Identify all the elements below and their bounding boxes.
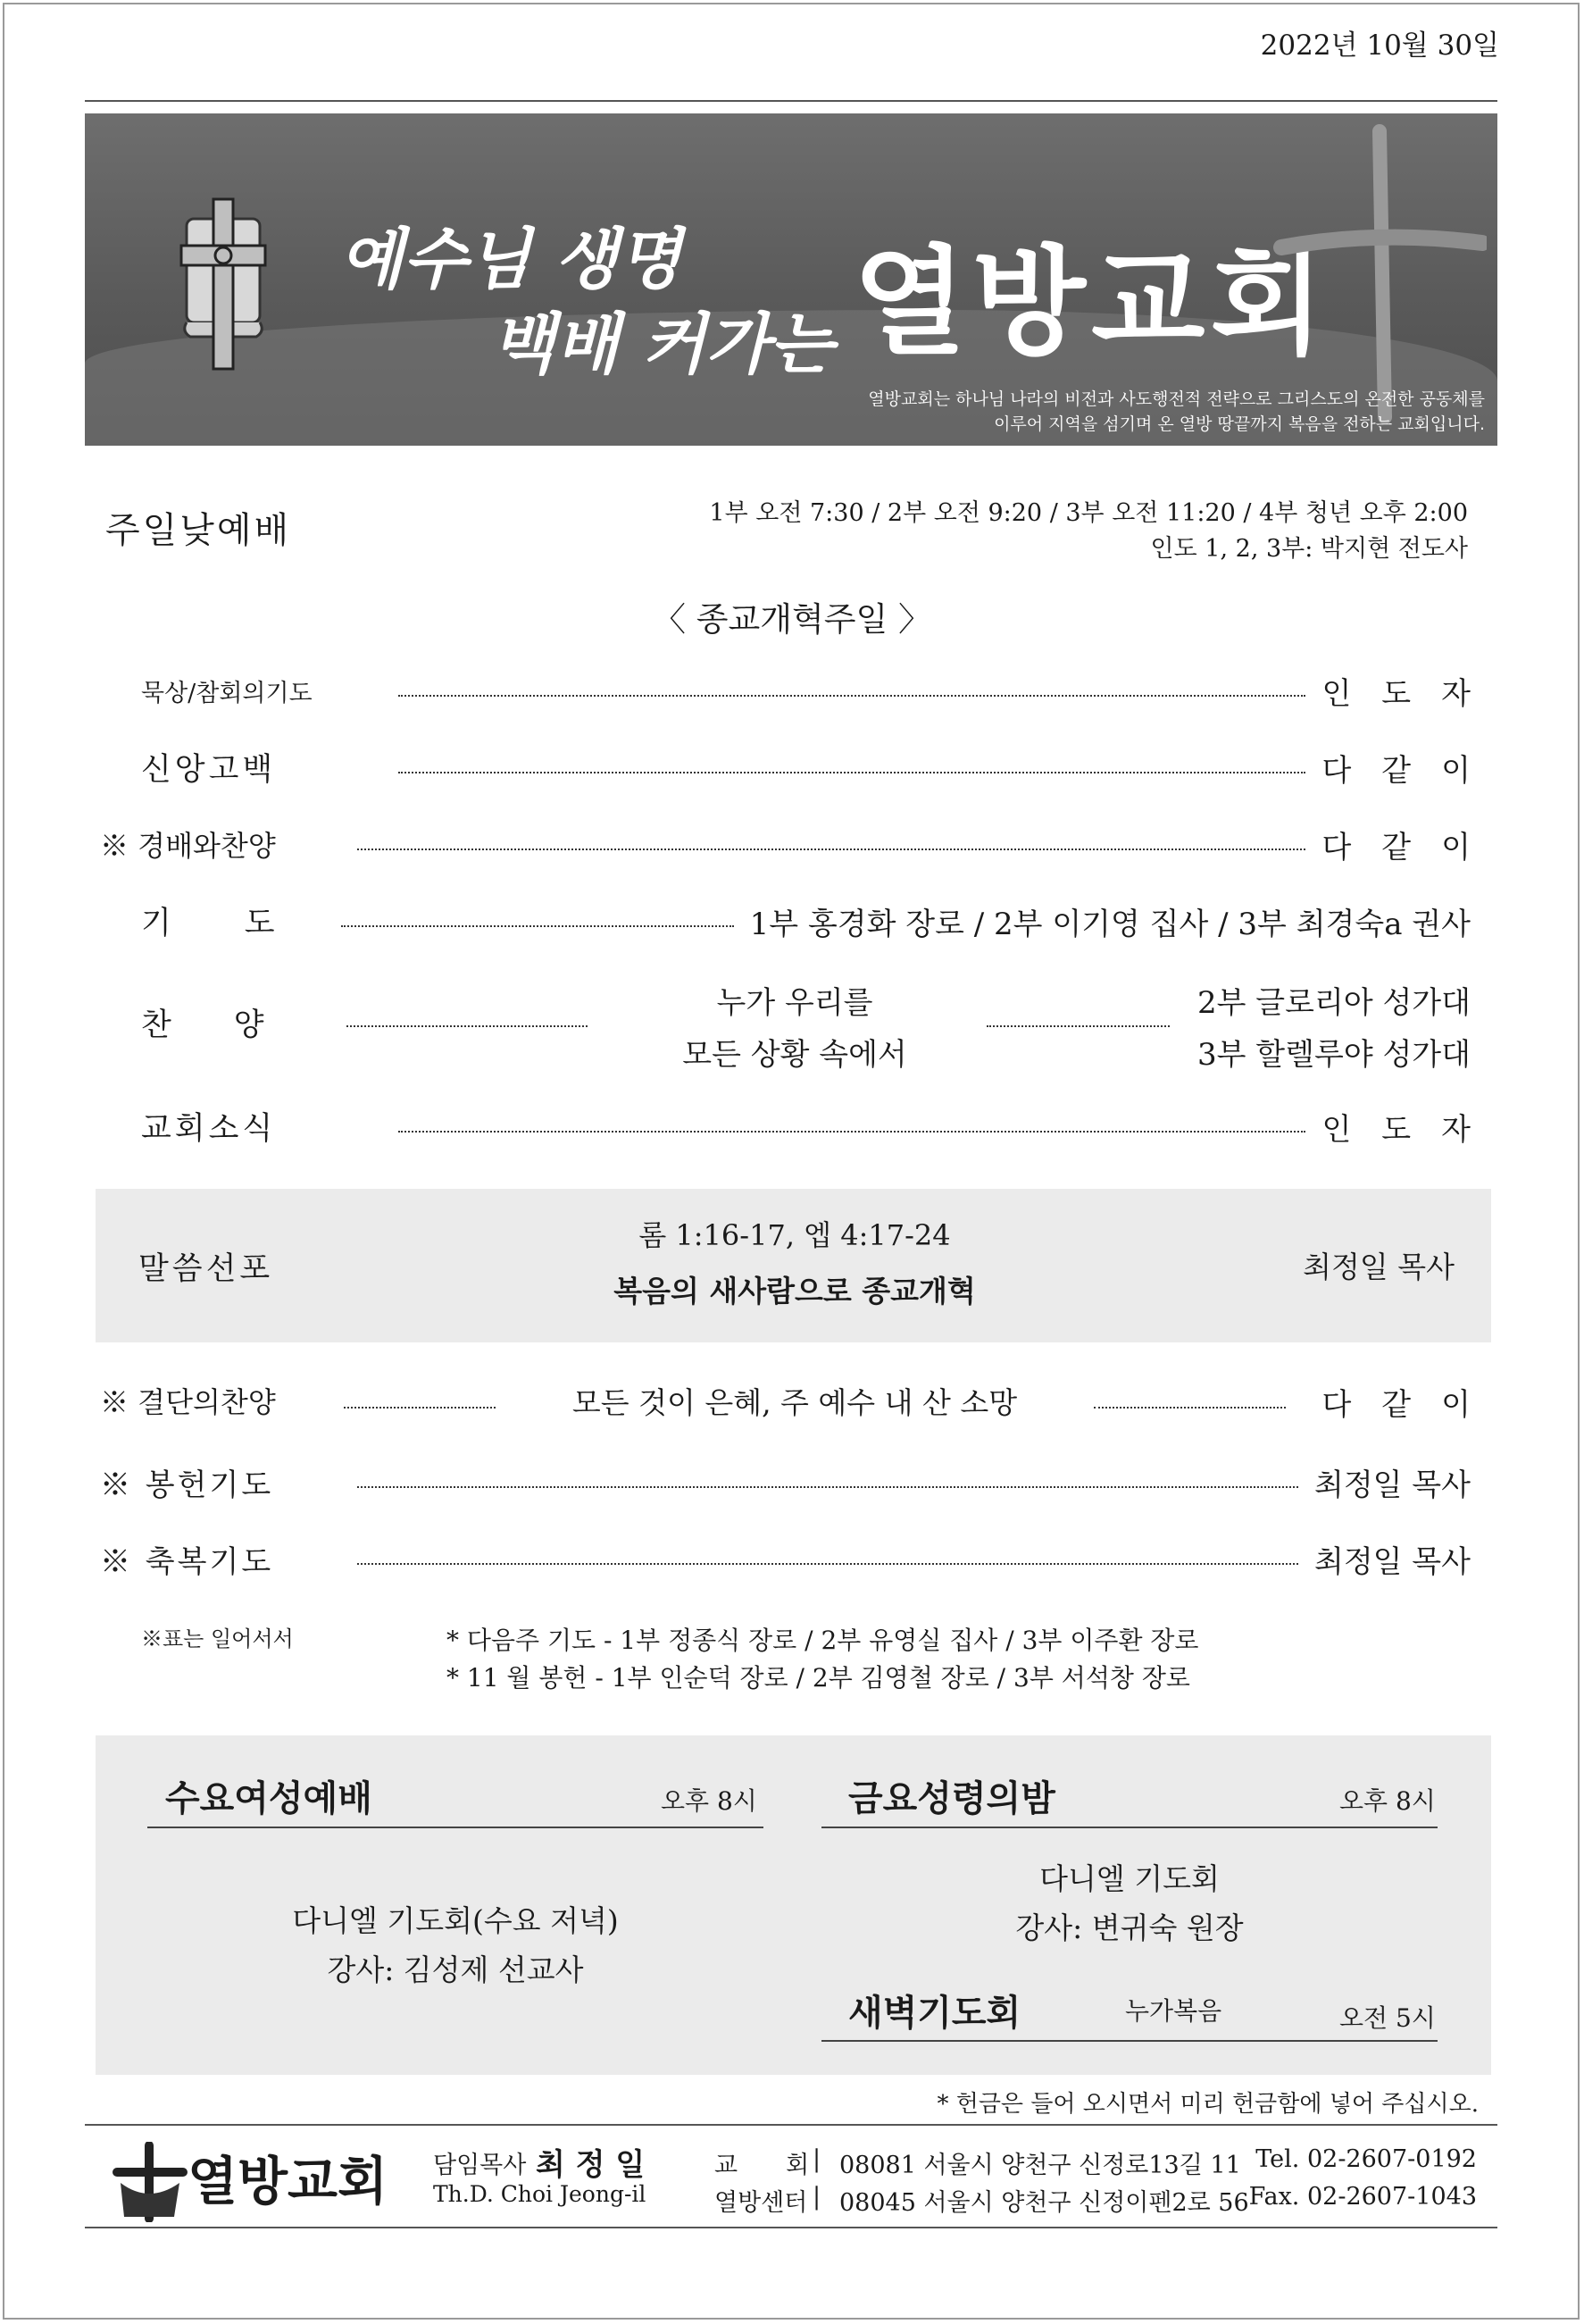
order-row-worship [100, 819, 1501, 869]
wednesday-service-time: 오후 8시 [661, 1786, 757, 1816]
leader-dots [357, 1486, 1298, 1488]
sermon-scripture: 롬 1:16-17, 엡 4:17-24 [638, 1218, 951, 1252]
center-address-label: 열방센터 [714, 2189, 808, 2217]
center-fax: Fax. 02-2607-1043 [1248, 2183, 1477, 2211]
order-value: 최정일 목사 [1313, 1543, 1471, 1580]
friday-line1: 다니엘 기도회 [1039, 1861, 1220, 1896]
praise-label: 찬 양 [141, 1007, 264, 1043]
footer-bottom-rule [85, 2227, 1497, 2228]
wednesday-line1: 다니엘 기도회(수요 저녁) [292, 1903, 619, 1938]
church-tel: Tel. 02-2607-0192 [1255, 2145, 1477, 2173]
service-times: 1부 오전 7:30 / 2부 오전 9:20 / 3부 오전 11:20 / 4부 청년 오후 2:00 [709, 499, 1468, 527]
order-label: 신앙고백 [141, 752, 277, 788]
leader-dots [344, 1407, 496, 1409]
leader-dots [357, 849, 1305, 850]
order-row-creed [100, 742, 1501, 792]
pastor-role: 담임목사 [433, 2152, 527, 2179]
address-divider: | [813, 2183, 821, 2211]
order-row-blessing [100, 1534, 1471, 1584]
center-address: 08045 서울시 양천구 신정이펜2로 56 [839, 2189, 1249, 2217]
slogan-line1: 예수님 생명 [339, 222, 682, 298]
brush-cross-icon [1272, 122, 1487, 426]
november-offering-note: * 11 월 봉헌 - 1부 인순덕 장로 / 2부 김영철 장로 / 3부 서석창 장로 [446, 1663, 1190, 1693]
sermon-box [96, 1189, 1491, 1342]
dawn-prayer-time: 오전 5시 [1339, 2003, 1436, 2033]
slogan-line2: 백배 커가는 [491, 306, 834, 383]
order-value: 다같이 [1321, 752, 1501, 789]
sermon-label: 말씀선포 [138, 1251, 274, 1287]
order-value: 다같이 [1321, 829, 1501, 865]
church-name-title: 열방교회 [853, 234, 1330, 372]
order-row-prayer [100, 896, 1471, 946]
wednesday-underline [147, 1827, 763, 1828]
pastor-name: 최 정 일 [536, 2147, 646, 2183]
decision-song: 모든 것이 은혜, 주 예수 내 산 소망 [571, 1385, 1018, 1420]
order-row-meditation [100, 665, 1501, 715]
order-value: 인도자 [1321, 675, 1501, 712]
address-divider: | [813, 2145, 821, 2173]
friday-underline [821, 1827, 1438, 1828]
church-address: 08081 서울시 양천구 신정로13길 11 [839, 2152, 1241, 2179]
friday-service-title: 금요성령의밤 [848, 1778, 1055, 1819]
top-rule [85, 100, 1497, 102]
leader-dots [987, 1025, 1170, 1027]
footer-church-name: 열방교회 [188, 2151, 388, 2211]
standing-note: ※표는 일어서서 [141, 1626, 294, 1651]
dawn-underline [821, 2040, 1438, 2042]
next-prayer-note: * 다음주 기도 - 1부 정종식 장로 / 2부 유영실 집사 / 3부 이주환 장로 [446, 1626, 1199, 1655]
order-label: ※ 축복기도 [100, 1543, 274, 1580]
leader-dots [398, 772, 1305, 773]
wednesday-service-title: 수요여성예배 [165, 1778, 372, 1819]
order-value: 최정일 목사 [1313, 1467, 1471, 1503]
leader-dots [398, 695, 1305, 697]
scroll-cross-icon [174, 194, 272, 372]
sunday-worship-title: 주일낮예배 [105, 510, 292, 551]
order-label: ※ 봉헌기도 [100, 1467, 274, 1503]
leader-dots [341, 925, 734, 927]
church-address-label: 교 회 [714, 2152, 810, 2179]
friday-line2: 강사: 변귀숙 원장 [1015, 1910, 1244, 1945]
order-label: ※ 경배와찬양 [100, 829, 276, 863]
mission-line2: 이루어 지역을 섬기며 온 열방 땅끝까지 복음을 전하는 교회입니다. [994, 414, 1485, 434]
order-value: 1부 홍경화 장로 / 2부 이기영 집사 / 3부 최경숙a 권사 [749, 906, 1471, 942]
order-label: 교회소식 [141, 1111, 277, 1147]
sermon-preacher: 최정일 목사 [1303, 1250, 1455, 1284]
friday-service-time: 오후 8시 [1339, 1786, 1436, 1816]
pastor-english-name: Th.D. Choi Jeong-il [433, 2181, 646, 2207]
praise-song2: 모든 상황 속에서 [682, 1037, 907, 1073]
service-leader: 인도 1, 2, 3부: 박지현 전도사 [1150, 535, 1468, 563]
order-row-offering [100, 1457, 1471, 1507]
church-logo-icon [112, 2142, 188, 2222]
theme-title: 〈 종교개혁주일 〉 [653, 600, 931, 639]
wednesday-line2: 강사: 김성제 선교사 [327, 1952, 584, 1987]
leader-dots [357, 1563, 1298, 1565]
sermon-title: 복음의 새사람으로 종교개혁 [613, 1274, 976, 1308]
mission-line1: 열방교회는 하나님 나라의 비전과 사도행전적 전략으로 그리스도의 온전한 공동체를 [868, 389, 1485, 409]
bulletin-date: 2022년 10월 30일 [1260, 29, 1499, 62]
footer-top-rule [85, 2124, 1497, 2126]
order-label: 묵상/참회의기도 [141, 679, 313, 707]
dawn-prayer-title: 새벽기도회 [848, 1993, 1021, 2034]
order-row-news [100, 1101, 1501, 1151]
order-label: 기 도 [141, 906, 279, 941]
order-value: 인도자 [1321, 1111, 1501, 1148]
decision-value: 다같이 [1321, 1387, 1501, 1423]
decision-label: ※ 결단의찬양 [100, 1385, 276, 1419]
leader-dots [346, 1025, 588, 1027]
praise-choir1: 2부 글로리아 성가대 [1197, 985, 1471, 1021]
leader-dots [1094, 1407, 1286, 1409]
dawn-prayer-subtitle: 누가복음 [1125, 1996, 1222, 2026]
banner [85, 113, 1497, 446]
praise-choir2: 3부 할렐루야 성가대 [1197, 1037, 1471, 1073]
praise-song1: 누가 우리를 [716, 985, 873, 1021]
leader-dots [398, 1131, 1305, 1133]
offering-note: * 헌금은 들어 오시면서 미리 헌금함에 넣어 주십시오. [937, 2091, 1479, 2118]
